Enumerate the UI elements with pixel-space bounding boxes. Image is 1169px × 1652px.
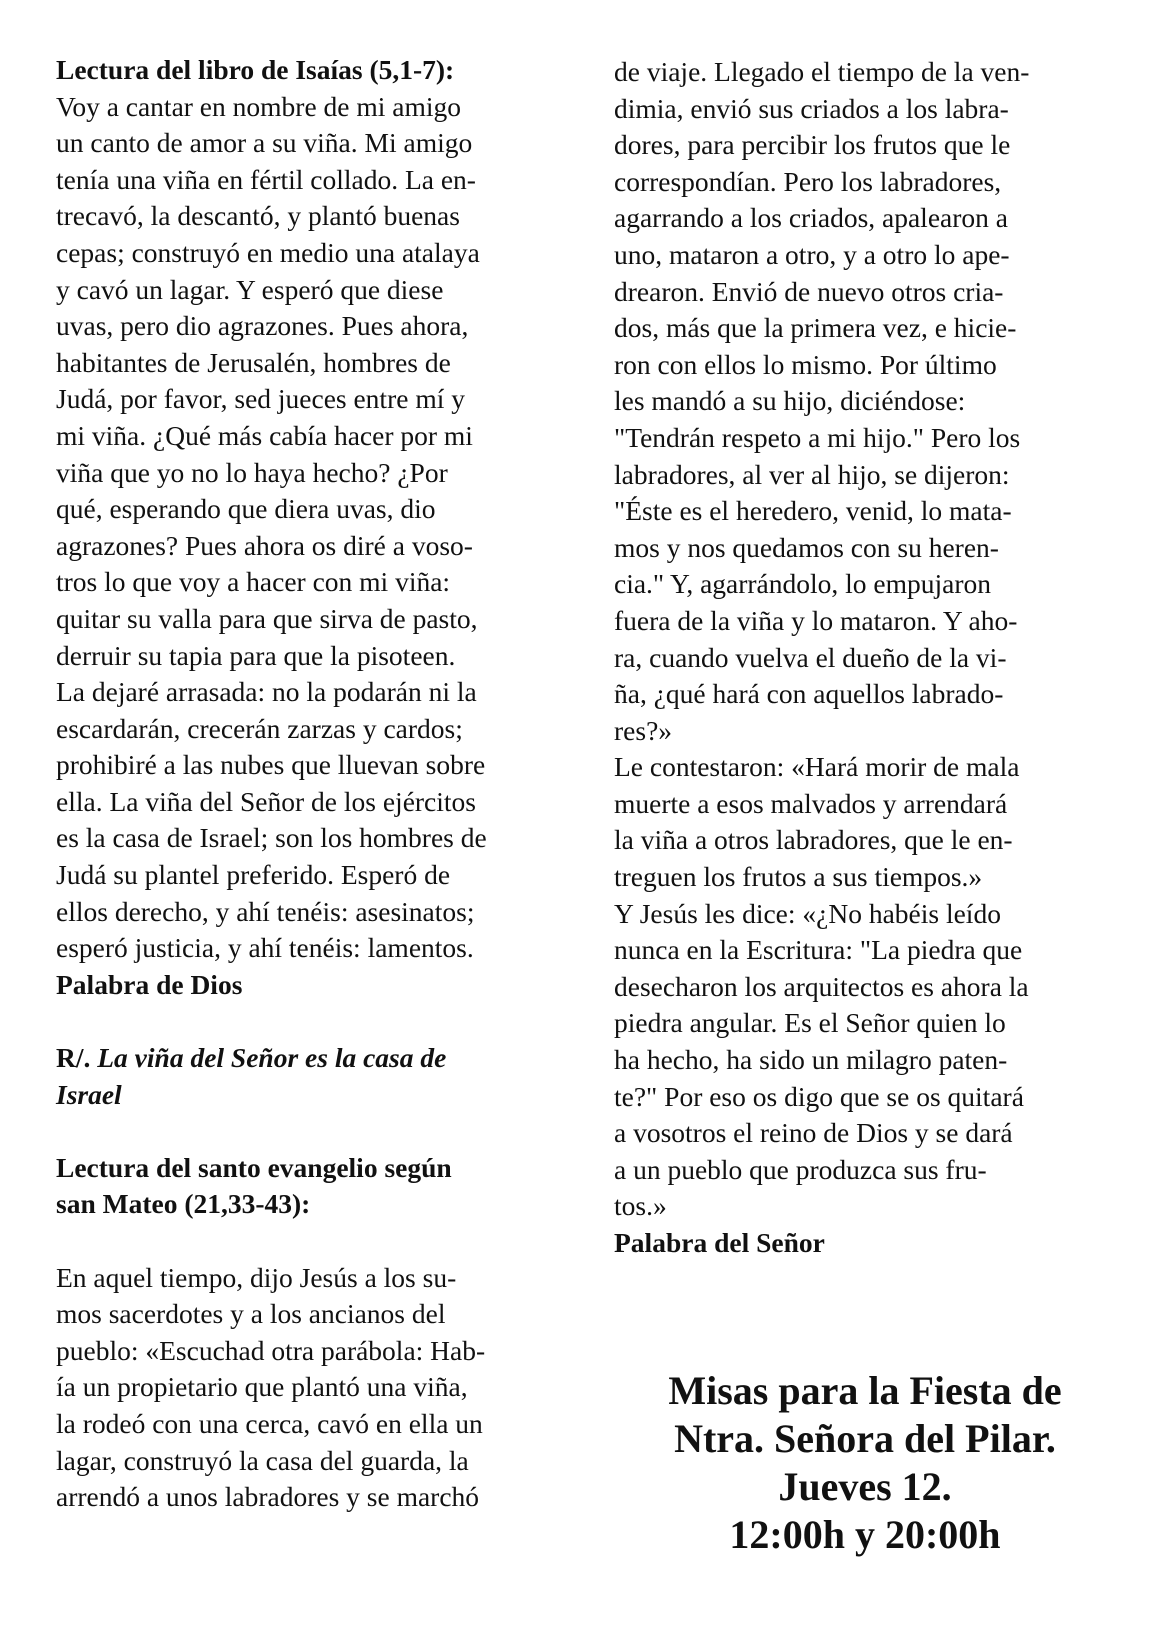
text-line: habitantes de Jerusalén, hombres de bbox=[56, 346, 451, 378]
text-line: Judá su plantel preferido. Esperó de bbox=[56, 859, 451, 891]
gospel-closing: Palabra del Señor bbox=[614, 1227, 825, 1258]
text-line: un canto de amor a su viña. Mi amigo bbox=[56, 127, 473, 159]
text-line: les mandó a su hijo, diciéndose: bbox=[614, 385, 966, 417]
text-line: desecharon los arquitectos es ahora la bbox=[614, 970, 1029, 1002]
left-column bbox=[56, 52, 576, 1516]
isaias-closing: Palabra de Dios bbox=[56, 968, 243, 1000]
text-line: tos.» bbox=[614, 1190, 667, 1222]
announcement-line: Jueves 12. bbox=[778, 1464, 952, 1509]
text-line: pueblo: «Escuchad otra parábola: Hab- bbox=[56, 1334, 486, 1366]
text-line: En aquel tiempo, dijo Jesús a los su- bbox=[56, 1261, 457, 1293]
responsorial-text-continued: Israel bbox=[56, 1078, 122, 1110]
text-line: ña, ¿qué hará con aquellos labrado- bbox=[614, 678, 1004, 710]
text-line: dimia, envió sus criados a los labra- bbox=[614, 92, 1009, 124]
spacer bbox=[56, 1223, 576, 1260]
text-line: Voy a cantar en nombre de mi amigo bbox=[56, 90, 461, 122]
responsorial-line bbox=[56, 1040, 576, 1077]
text-line: ella. La viña del Señor de los ejércitos bbox=[56, 785, 476, 817]
text-line: tros lo que voy a hacer con mi viña: bbox=[56, 566, 451, 598]
announcement-line: Misas para la Fiesta de bbox=[668, 1368, 1062, 1413]
text-line: escardarán, crecerán zarzas y cardos; bbox=[56, 712, 463, 744]
text-line: a vosotros el reino de Dios y se dará bbox=[614, 1117, 1013, 1149]
text-line: ía un propietario que plantó una viña, bbox=[56, 1371, 468, 1403]
text-line: te?" Por eso os digo que se os quitará bbox=[614, 1080, 1024, 1112]
text-line: ron con ellos lo mismo. Por último bbox=[614, 348, 997, 380]
text-line: qué, esperando que diera uvas, dio bbox=[56, 493, 436, 525]
text-line: Y Jesús les dice: «¿No habéis leído bbox=[614, 897, 1001, 929]
spacer bbox=[56, 1003, 576, 1040]
text-line: mos y nos quedamos con su heren- bbox=[614, 531, 999, 563]
text-line: drearon. Envió de nuevo otros cria- bbox=[614, 275, 1004, 307]
spacer bbox=[56, 1113, 576, 1150]
text-line: dos, más que la primera vez, e hicie- bbox=[614, 312, 1017, 344]
text-line: ra, cuando vuelva el dueño de la vi- bbox=[614, 641, 1007, 673]
text-line: "Éste es el heredero, venid, lo mata- bbox=[614, 495, 1012, 527]
text-line: y cavó un lagar. Y esperó que diese bbox=[56, 273, 444, 305]
text-line: ellos derecho, y ahí tenéis: asesinatos; bbox=[56, 895, 475, 927]
text-line: trecavó, la descantó, y plantó buenas bbox=[56, 200, 460, 232]
text-line: es la casa de Israel; son los hombres de bbox=[56, 822, 487, 854]
text-line: cepas; construyó en medio una atalaya bbox=[56, 236, 480, 268]
text-line: de viaje. Llegado el tiempo de la ven- bbox=[614, 56, 1030, 87]
text-line: cia." Y, agarrándolo, lo empujaron bbox=[614, 568, 992, 600]
isaias-text bbox=[56, 89, 576, 967]
text-line: ha hecho, ha sido un milagro paten- bbox=[614, 1044, 1008, 1076]
text-line: mos sacerdotes y a los ancianos del bbox=[56, 1298, 446, 1330]
responsorial-prefix: R/. bbox=[56, 1042, 91, 1074]
text-line: res?» bbox=[614, 714, 673, 746]
text-line: prohibiré a las nubes que lluevan sobre bbox=[56, 749, 486, 781]
text-line: agrazones? Pues ahora os diré a voso- bbox=[56, 529, 473, 561]
text-line: viña que yo no lo haya hecho? ¿Por bbox=[56, 456, 448, 488]
text-line: La dejaré arrasada: no la podarán ni la bbox=[56, 676, 477, 708]
gospel-heading: Lectura del santo evangelio según bbox=[56, 1151, 452, 1183]
text-line: agarrando a los criados, apalearon a bbox=[614, 202, 1008, 234]
responsorial-text: La viña del Señor es la casa de bbox=[90, 1042, 447, 1074]
gospel-heading-continued: san Mateo (21,33-43): bbox=[56, 1188, 311, 1220]
text-line: fuera de la viña y lo mataron. Y aho- bbox=[614, 604, 1018, 636]
text-line: correspondían. Pero los labradores, bbox=[614, 165, 1002, 197]
text-line: mi viña. ¿Qué más cabía hacer por mi bbox=[56, 419, 473, 451]
text-line: uvas, pero dio agrazones. Pues ahora, bbox=[56, 310, 469, 342]
text-line: uno, mataron a otro, y a otro lo ape- bbox=[614, 238, 1010, 270]
text-line: piedra angular. Es el Señor quien lo bbox=[614, 1007, 1006, 1039]
text-line: dores, para percibir los frutos que le bbox=[614, 129, 1011, 161]
announcement-line: 12:00h y 20:00h bbox=[729, 1512, 1001, 1557]
mass-announcement bbox=[600, 1367, 1130, 1559]
text-line: quitar su valla para que sirva de pasto, bbox=[56, 602, 478, 634]
text-line: treguen los frutos a sus tiempos.» bbox=[614, 861, 983, 893]
text-line: la viña a otros labradores, que le en- bbox=[614, 824, 1013, 856]
isaias-heading: Lectura del libro de Isaías (5,1-7): bbox=[56, 54, 455, 85]
text-line: lagar, construyó la casa del guarda, la bbox=[56, 1444, 469, 1476]
text-line: derruir su tapia para que la pisoteen. bbox=[56, 639, 456, 671]
text-line: arrendó a unos labradores y se marchó bbox=[56, 1481, 480, 1513]
text-line: Judá, por favor, sed jueces entre mí y bbox=[56, 383, 465, 415]
gospel-text-continued bbox=[614, 54, 1114, 1225]
gospel-text bbox=[56, 1260, 576, 1516]
text-line: a un pueblo que produzca sus fru- bbox=[614, 1153, 987, 1185]
text-line: nunca en la Escritura: "La piedra que bbox=[614, 934, 1023, 966]
text-line: labradores, al ver al hijo, se dijeron: bbox=[614, 458, 1010, 490]
right-column bbox=[614, 54, 1114, 1262]
announcement-line: Ntra. Señora del Pilar. bbox=[674, 1416, 1056, 1461]
text-line: tenía una viña en fértil collado. La en- bbox=[56, 163, 476, 195]
text-line: la rodeó con una cerca, cavó en ella un bbox=[56, 1407, 483, 1439]
text-line: muerte a esos malvados y arrendará bbox=[614, 787, 1008, 819]
text-line: Le contestaron: «Hará morir de mala bbox=[614, 751, 1020, 783]
text-line: "Tendrán respeto a mi hijo." Pero los bbox=[614, 421, 1021, 453]
text-line: esperó justicia, y ahí tenéis: lamentos. bbox=[56, 932, 474, 964]
